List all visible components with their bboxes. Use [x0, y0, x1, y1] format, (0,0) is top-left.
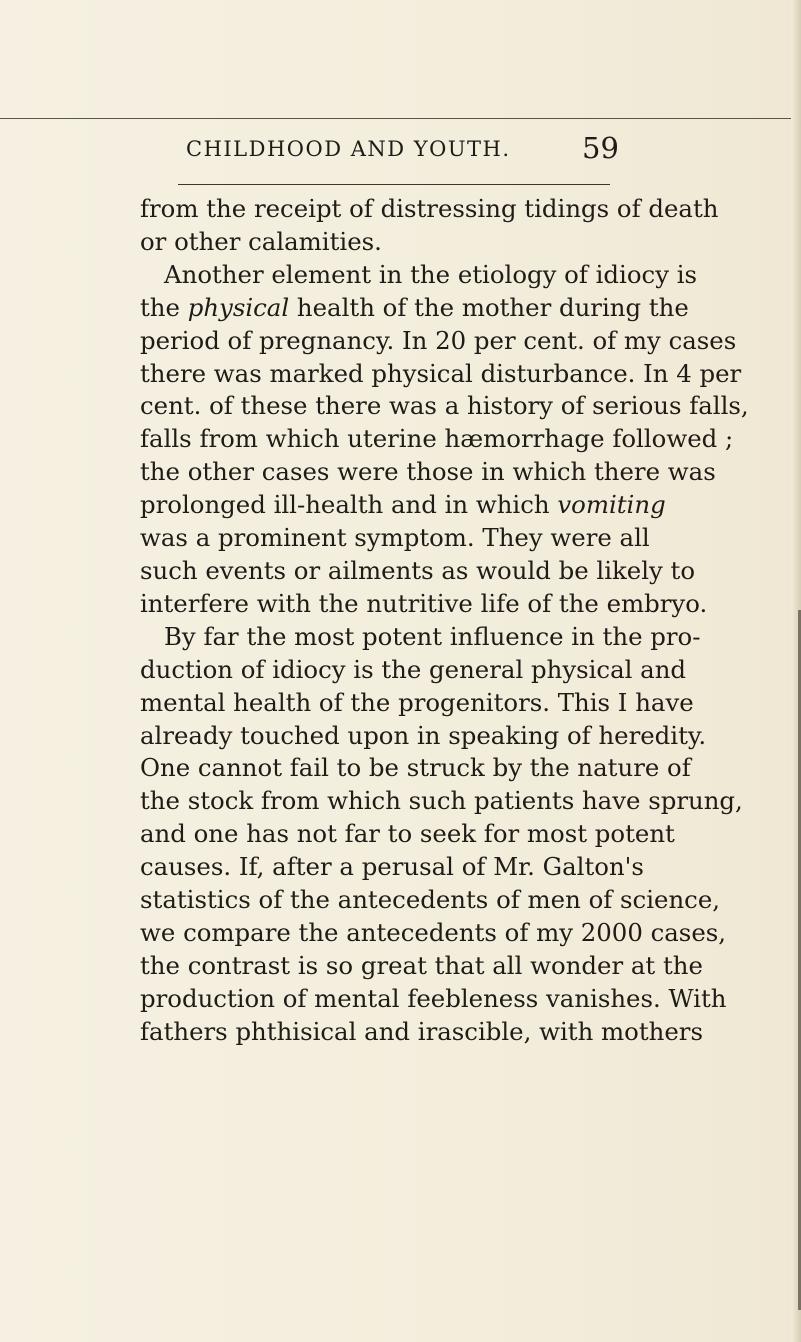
text-line: such events or ailments as would be likely to [140, 555, 696, 585]
text-line: One cannot fail to be struck by the nature of [140, 753, 691, 783]
text-line: production of mental feebleness vanishes. With [140, 983, 727, 1013]
text-line: By far the most potent influence in the pro- [164, 621, 701, 651]
text-line: falls from which uterine hæmorrhage followed ; [140, 424, 734, 454]
text-line: from the receipt of distressing tidings of death [140, 194, 719, 223]
body-text [140, 193, 749, 1049]
text-line: there was marked physical disturbance. In 4 per [140, 358, 742, 388]
text-line: fathers phthisical and irascible, with mothers [140, 1016, 703, 1046]
text-line: the contrast is so great that all wonder at the [140, 950, 703, 980]
text-line: the other cases were those in which there was [140, 457, 716, 487]
line-rest: prolonged ill-health and in which [140, 490, 550, 520]
page-number: 59 [582, 131, 619, 165]
text-line: we compare the antecedents of my 2000 cases, [140, 917, 727, 947]
text-line [140, 489, 666, 522]
text-line: mental health of the progenitors. This I have [140, 687, 694, 717]
text-line: Another element in the etiology of idiocy is [164, 259, 698, 289]
text-line: statistics of the antecedents of men of science, [140, 885, 721, 915]
top-rule [0, 118, 801, 119]
text-line: the stock from which such patients have sprung, [140, 786, 743, 816]
header-rule [178, 184, 610, 185]
running-title: CHILDHOOD AND YOUTH. [186, 137, 511, 161]
running-head [0, 131, 801, 171]
italic-word: physical [187, 292, 290, 322]
text-line: was a prominent symptom. They were all [140, 523, 650, 553]
text-line: already touched upon in speaking of heredity. [140, 720, 707, 750]
text-line: interfere with the nutritive life of the embryo. [140, 588, 708, 618]
line-prefix: the [140, 292, 180, 322]
italic-word: vomiting [557, 490, 666, 520]
text-line: and one has not far to seek for most potent [140, 819, 675, 849]
text-line: period of pregnancy. In 20 per cent. of my cases [140, 325, 737, 355]
text-line: causes. If, after a perusal of Mr. Galton's [140, 852, 644, 882]
text-line: duction of idiocy is the general physical and [140, 654, 687, 684]
text-line [140, 292, 689, 325]
text-line: cent. of these there was a history of serious falls, [140, 391, 749, 421]
text-line: or other calamities. [140, 226, 382, 256]
line-rest: health of the mother during the [296, 292, 689, 322]
